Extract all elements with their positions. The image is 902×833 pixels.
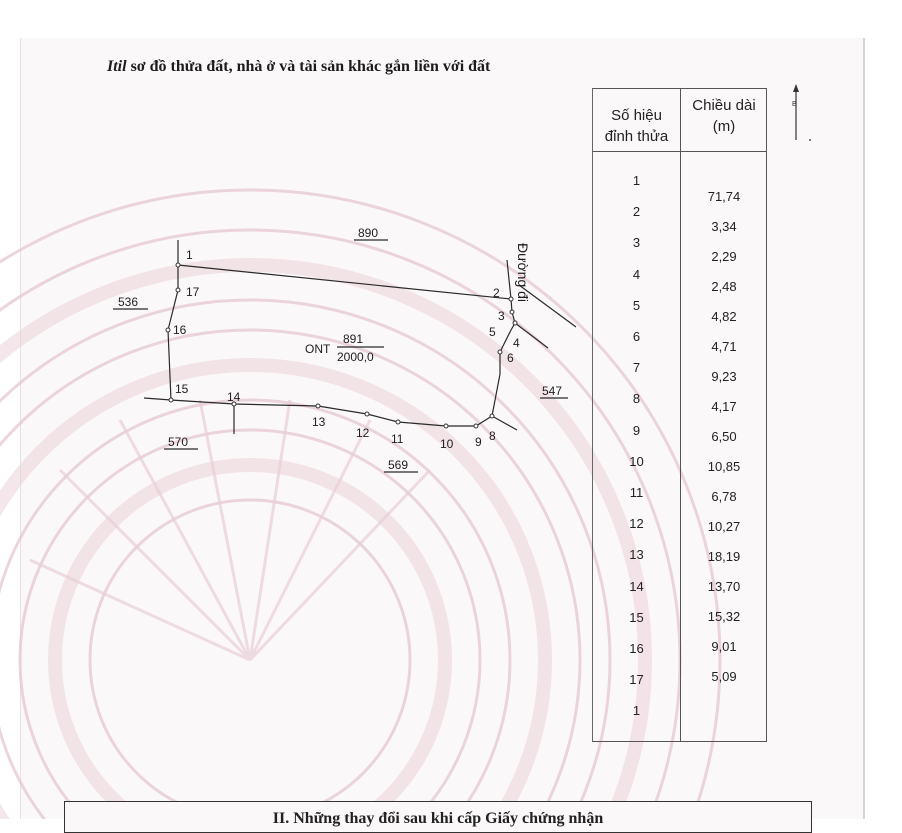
heading-lead: Itil — [107, 58, 127, 75]
vertex-label: 17 — [186, 285, 200, 299]
vertex-label: 4 — [513, 336, 520, 350]
vertex-marker — [444, 424, 448, 428]
parcel-boundary — [168, 265, 515, 426]
vertex-label: 12 — [356, 426, 370, 440]
table-vertex-cell: 14 — [629, 578, 644, 594]
table-length-cell: 10,85 — [707, 459, 741, 474]
table-vertex-cell: 16 — [629, 641, 644, 656]
vertex-label: 9 — [475, 435, 482, 449]
table-length-cell: 5,09 — [711, 669, 737, 684]
table-vertex-cell: 17 — [629, 672, 644, 688]
vertex-label: 15 — [175, 382, 189, 396]
table-vertex-cell: 13 — [629, 547, 644, 563]
vertex-marker — [316, 404, 320, 408]
vertex-label: 11 — [391, 432, 404, 446]
edge-length-table — [592, 88, 767, 742]
table-length-cell: 10,27 — [707, 519, 741, 534]
vertex-marker — [169, 398, 173, 402]
table-vertex-cell: 15 — [629, 609, 644, 625]
table-vertex-cell: 3 — [632, 235, 641, 251]
table-vertex-cell: 9 — [632, 422, 641, 438]
heading-text: sơ đồ thửa đất, nhà ở và tài sản khác gắn liền với đất — [130, 58, 491, 75]
vertex-label: 10 — [440, 437, 454, 451]
table-vertex-cell: 12 — [629, 516, 644, 532]
vertex-marker — [498, 350, 502, 354]
table-length-cell: 4,82 — [711, 309, 737, 324]
parcel-area: 2000,0 — [337, 350, 374, 364]
vertex-marker — [510, 310, 514, 314]
table-vertex-cell: 1 — [632, 703, 641, 719]
vertex-label: 14 — [227, 390, 241, 404]
header-line: đỉnh thửa — [604, 128, 669, 145]
vertex-label: 13 — [312, 415, 326, 429]
vertex-marker — [513, 321, 517, 325]
changes-section-box — [64, 801, 812, 833]
table-vertex-cell: 7 — [632, 360, 641, 376]
table-length-cell: 18,19 — [707, 549, 741, 564]
table-vertex-cell: 1 — [632, 173, 641, 188]
table-vertex-cell: 10 — [629, 453, 644, 469]
header-vertex-number — [593, 105, 680, 147]
table-length-cell: 15,32 — [707, 609, 741, 624]
neighbor-parcel-label: 536 — [118, 295, 139, 309]
vertex-marker — [474, 424, 478, 428]
changes-section-title: II. Những thay đổi sau khi cấp Giấy chứng nhận — [272, 810, 604, 827]
table-vertex-cell: 2 — [632, 204, 641, 220]
header-line: (m) — [712, 118, 736, 135]
neighbor-parcel-label: 890 — [358, 226, 379, 240]
vertex-label: 6 — [507, 351, 514, 365]
north-arrow-icon — [788, 84, 818, 154]
table-length-cell: 13,70 — [707, 579, 741, 594]
road-label: Đường đi — [515, 243, 531, 303]
vertex-label: 8 — [489, 429, 496, 443]
vertex-label: 5 — [489, 325, 496, 339]
neighbor-parcel-label: 547 — [542, 384, 563, 398]
table-length-cell: 4,71 — [711, 339, 737, 354]
table-length-cell: 6,50 — [711, 429, 737, 444]
table-length-cell: 6,78 — [711, 489, 737, 504]
vertex-label: 3 — [498, 309, 505, 323]
table-vertex-cell: 5 — [632, 297, 641, 313]
vertex-label: 2 — [493, 286, 500, 300]
header-line: Số hiệu — [611, 107, 662, 124]
parcel-type: ONT — [305, 342, 331, 356]
table-length-cell: 71,74 — [707, 189, 741, 204]
vertex-marker — [176, 288, 180, 292]
vertex-marker — [166, 328, 170, 332]
table-length-cell: 4,17 — [711, 399, 737, 414]
table-length-cell: 9,01 — [711, 639, 737, 654]
vertex-marker — [176, 263, 180, 267]
neighbor-parcel-label: 569 — [388, 458, 409, 472]
table-length-cell: 2,48 — [711, 279, 737, 294]
vertex-marker — [509, 297, 513, 301]
table-length-cell: 3,34 — [711, 219, 737, 234]
table-vertex-cell: 6 — [632, 329, 641, 344]
table-vertex-cell: 4 — [632, 266, 641, 282]
parcel-number: 891 — [343, 332, 364, 346]
table-vertex-cell: 11 — [629, 485, 644, 500]
table-length-cell: 9,23 — [711, 369, 737, 384]
header-length — [681, 95, 767, 137]
header-divider — [593, 151, 766, 152]
north-marker: B — [792, 101, 797, 108]
table-vertex-cell: 8 — [632, 391, 641, 407]
vertex-marker — [396, 420, 400, 424]
vertex-label: 1 — [186, 248, 193, 262]
vertex-marker — [490, 414, 494, 418]
neighbor-parcel-label: 570 — [168, 435, 189, 449]
table-length-cell: 2,29 — [711, 249, 737, 264]
header-line: Chiều dài — [692, 97, 756, 114]
vertex-label: 16 — [173, 323, 187, 337]
vertex-marker — [365, 412, 369, 416]
